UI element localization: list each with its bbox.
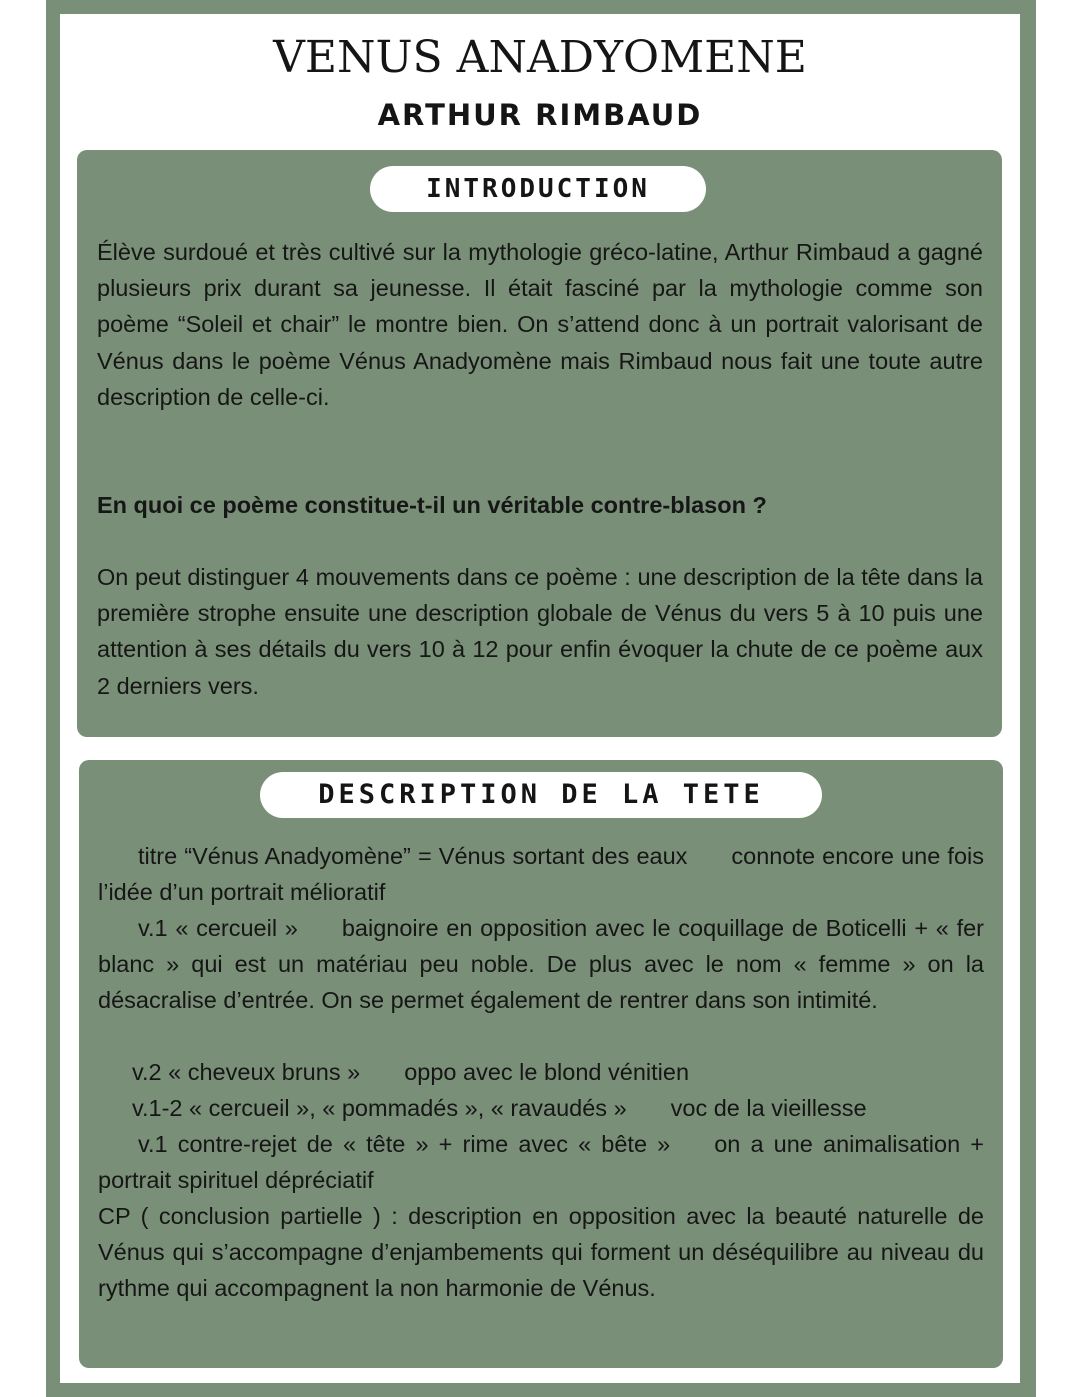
partial-conclusion-text: CP ( conclusion partielle ) : description en opposition avec la beauté naturelle de Vénus qui s’accompagne d’enjambements qui forment un déséquilibre au niveau du rythme qui accompagnent la non harmonie de Vénus. [98,1203,984,1302]
analysis-item-cheveux-quote: v.2 « cheveux bruns » [132,1059,361,1085]
analysis-item-vieillesse-comment: voc de la vieillesse [670,1095,867,1121]
analysis-item-cercueil-comment: baignoire en opposition avec le coquillage de Boticelli + « fer blanc » qui est un matériau peu noble. De plus avec le nom « femme » on la désacralise d’entrée. On se permet également de rentrer dans son intimité. [98,915,984,1014]
introduction-paragraph: Élève surdoué et très cultivé sur la mythologie gréco-latine, Arthur Rimbaud a gagné plusieurs prix durant sa jeunesse. Il était fasciné par la mythologie comme son poème “Soleil et chair” le montre bien. On s’attend donc à un portrait valorisant de Vénus dans le poème Vénus Anadyomène mais Rimbaud nous fait une toute autre description de celle-ci. [97,239,983,410]
analysis-item-vieillesse [98,1090,984,1126]
author-name: ARTHUR RIMBAUD [377,98,703,132]
problematic-question: En quoi ce poème constitue-t-il un véritable contre-blason ? [97,492,767,518]
analysis-item-bete-quote: v.1 contre-rejet de « tête » + rime avec « bête » [138,1131,671,1157]
analysis-item-cercueil [98,910,984,1019]
analysis-item-cheveux [98,1054,984,1090]
analysis-item-cercueil-quote: v.1 « cercueil » [138,915,298,941]
poem-title: VENUS ANADYOMENE [273,32,807,83]
movements-paragraph: On peut distinguer 4 mouvements dans ce poème : une description de la tête dans la première strophe ensuite une description globale de Vénus du vers 5 à 10 puis une attention à ses détails du vers 10 à 12 pour enfin évoquer la chute de ce poème aux 2 derniers vers. [97,564,983,699]
analysis-item-bete-comment: on a une animalisation + portrait spirituel dépréciatif [98,1131,985,1194]
analysis-item-title [98,838,984,910]
analysis-item-title-comment: connote encore une fois l’idée d’un portrait mélioratif [98,843,984,906]
analysis-item-vieillesse-quote: v.1-2 « cercueil », « pommadés », « ravaudés » [132,1095,627,1121]
analysis-item-cheveux-comment: oppo avec le blond vénitien [404,1059,690,1085]
analysis-item-bete [98,1126,984,1198]
analysis-item-title-quote: titre “Vénus Anadyomène” = Vénus sortant des eaux [138,843,688,869]
partial-conclusion [98,1198,984,1307]
introduction-heading: INTRODUCTION [370,166,706,212]
description-tete-heading: DESCRIPTION DE LA TETE [260,772,822,818]
